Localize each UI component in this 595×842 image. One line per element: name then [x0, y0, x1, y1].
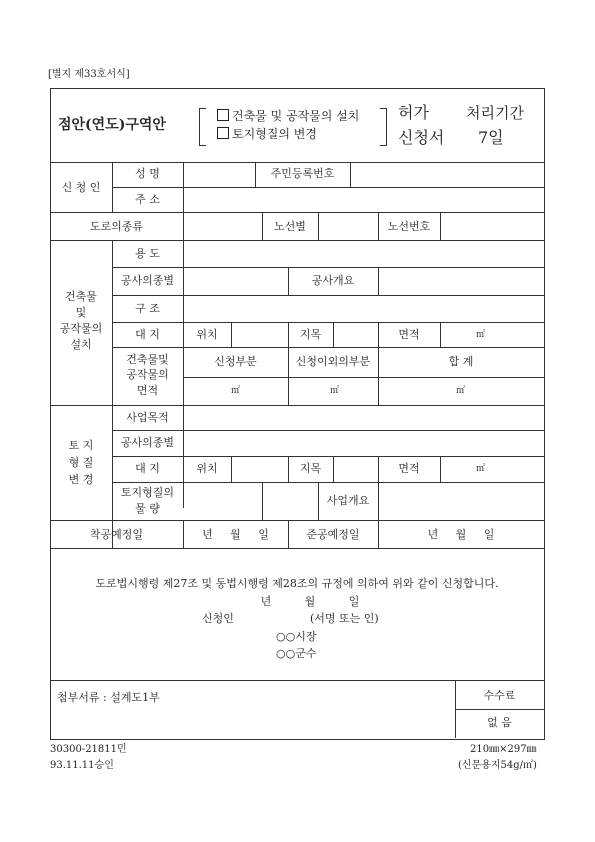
land-group-line3: 변 경 — [68, 473, 94, 486]
paper-size: 210㎜×297㎜ — [470, 744, 537, 755]
route-name-label: 노선별 — [274, 220, 306, 233]
work-summary-label: 공사개요 — [311, 274, 355, 287]
approval-date: 93.11.11승인 — [50, 760, 114, 771]
structure-field[interactable] — [185, 297, 542, 320]
attachments-label: 첨부서류 : 설계도1부 — [57, 691, 160, 704]
building-location-label: 위치 — [196, 328, 218, 341]
rrn-label: 주민등록번호 — [270, 167, 335, 180]
land-group-line2: 형 질 — [68, 456, 94, 469]
land-lot-label: 지목 — [299, 462, 322, 475]
mayor-label: ○○시장 — [276, 630, 317, 643]
land-volume-label-1: 토지형질의 — [120, 486, 175, 499]
paper-type: (신문용지54g/㎡) — [458, 760, 537, 771]
building-location-field[interactable] — [233, 324, 286, 345]
processing-period-label: 처리기간 — [466, 104, 524, 122]
total-label: 합 계 — [448, 355, 474, 368]
processing-period-value: 7일 — [478, 128, 504, 147]
bracket-right — [380, 108, 387, 146]
end-date-label: 준공예정일 — [306, 528, 360, 541]
other-part-label: 신청이외의부분 — [295, 355, 371, 368]
route-name-field[interactable] — [320, 214, 376, 238]
end-date-field[interactable]: 년 월 일 — [427, 528, 495, 541]
form-number-label: [별지 제33호서식] — [48, 69, 130, 80]
fee-label: 수수료 — [483, 689, 516, 702]
building-work-type-field[interactable] — [185, 269, 286, 293]
purpose-field[interactable] — [185, 407, 542, 428]
building-lot-field[interactable] — [335, 324, 376, 345]
application-label: 신청서 — [398, 128, 445, 147]
work-summary-field[interactable] — [380, 269, 542, 293]
address-field[interactable] — [185, 189, 542, 210]
statement-date[interactable]: 년 월 일 — [260, 595, 360, 608]
total-unit: ㎡ — [456, 386, 466, 396]
bracket-left — [199, 108, 206, 146]
building-lot-label: 지목 — [299, 328, 322, 341]
use-field[interactable] — [185, 242, 542, 265]
land-work-type-label: 공사의종별 — [120, 436, 175, 449]
form-title: 점안(연도)구역안 — [58, 117, 166, 133]
route-no-label: 노선번호 — [387, 220, 431, 233]
applicant-group-label: 신 청 인 — [61, 181, 101, 194]
building-area-label: 면적 — [398, 328, 420, 341]
business-summary-field[interactable] — [380, 484, 542, 518]
land-volume-label-2: 물 량 — [135, 502, 160, 515]
start-date-label: 착공예정일 — [89, 528, 144, 541]
signature-field[interactable]: (서명 또는 인) — [310, 612, 379, 625]
building-group-line3: 공작물의 — [59, 322, 103, 335]
purpose-label: 사업목적 — [126, 411, 169, 424]
business-summary-label: 사업개요 — [326, 494, 370, 507]
floor-area-label-3: 면적 — [136, 384, 159, 397]
land-work-type-field[interactable] — [185, 432, 542, 454]
applied-part-label: 신청부분 — [214, 355, 257, 368]
building-group-line4: 설치 — [70, 338, 92, 351]
building-work-type-label: 공사의종별 — [120, 274, 175, 287]
statement-applicant-label: 신청인 — [202, 612, 234, 625]
road-kind-label: 도로의종류 — [89, 220, 144, 233]
county-label: ○○군수 — [276, 647, 317, 660]
option-land[interactable]: 토지형질의 변경 — [217, 127, 317, 141]
land-site-label: 대 지 — [135, 462, 160, 475]
structure-label: 구 조 — [135, 302, 160, 315]
road-kind-field[interactable] — [185, 214, 260, 238]
use-label: 용 도 — [135, 247, 160, 260]
fee-value: 없 음 — [487, 716, 512, 729]
applied-part-unit: ㎡ — [231, 386, 241, 396]
name-label: 성 명 — [135, 167, 160, 180]
building-site-label: 대 지 — [135, 328, 160, 341]
checkbox-icon[interactable] — [217, 127, 229, 139]
start-date-field[interactable]: 년 월 일 — [202, 528, 269, 541]
land-lot-field[interactable] — [335, 458, 376, 480]
land-area-label: 면적 — [398, 462, 420, 475]
land-area-unit: ㎡ — [476, 464, 486, 474]
land-volume-field[interactable] — [185, 484, 260, 518]
name-field[interactable] — [185, 164, 253, 185]
floor-area-label-2: 공작물의 — [126, 368, 169, 381]
land-location-field[interactable] — [233, 458, 286, 480]
building-group-line2: 및 — [75, 306, 87, 319]
form-code: 30300-21811민 — [50, 744, 127, 755]
route-no-field[interactable] — [442, 214, 542, 238]
option-building[interactable]: 건축물 및 공작물의 설치 — [217, 109, 359, 123]
rrn-field[interactable] — [352, 164, 542, 185]
land-location-label: 위치 — [196, 462, 218, 475]
permit-label: 허가 — [398, 103, 429, 122]
checkbox-icon[interactable] — [217, 109, 229, 121]
building-area-unit: ㎡ — [476, 330, 486, 340]
statement-text: 도로법시행령 제27조 및 동법시행령 제28조의 규정에 의하여 위와 같이 신청합니다. — [95, 577, 499, 590]
floor-area-label-1: 건축물및 — [126, 353, 169, 366]
building-group-line1: 건축물 — [65, 290, 97, 303]
other-part-unit: ㎡ — [330, 386, 340, 396]
address-label: 주 소 — [135, 193, 160, 206]
land-group-line1: 토 지 — [68, 439, 94, 452]
